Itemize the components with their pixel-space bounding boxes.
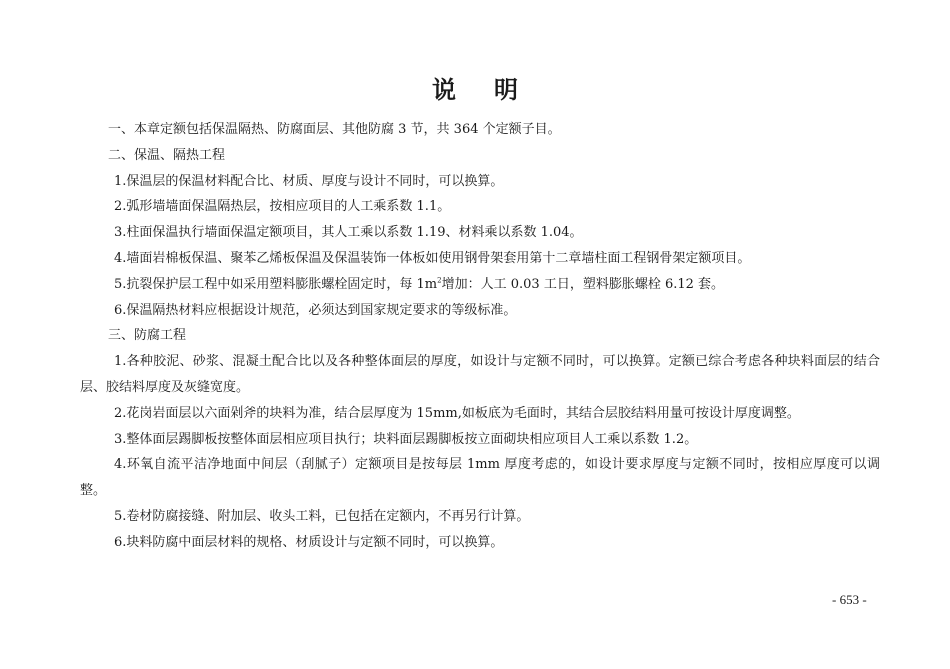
anticorrosion-item-4: 4.环氧自流平洁净地面中间层（刮腻子）定额项目是按每层 1mm 厚度考虑的，如设计要求厚度与定额不同时，按相应厚度可以调整。 [80,457,880,499]
page-number: - 653 - [832,592,867,607]
insulation-item-2: 2.弧形墙墙面保温隔热层，按相应项目的人工乘系数 1.1。 [114,199,451,215]
page-title-char-1: 说 [432,75,456,104]
insulation-item-5 [80,272,880,298]
insulation-item-6: 6.保温隔热材料应根据设计规范，必须达到国家规定要求的等级标准。 [114,302,517,318]
insulation-item-3: 3.柱面保温执行墙面保温定额项目，其人工乘以系数 1.19、材料乘以系数 1.04。 [114,225,583,241]
section-heading-anticorrosion: 三、防腐工程 [108,328,187,344]
page-title-char-2: 明 [494,75,518,104]
insulation-item-4: 4.墙面岩棉板保温、聚苯乙烯板保温及保温装饰一体板如使用钢骨架套用第十二章墙柱面工程钢骨架定额项目。 [114,250,751,266]
insulation-item-1: 1.保温层的保温材料配合比、材质、厚度与设计不同时，可以换算。 [114,173,504,189]
anticorrosion-item-5: 5.卷材防腐接缝、附加层、收头工料，已包括在定额内，不再另行计算。 [114,508,530,524]
insulation-item-5-text-after: 增加：人工 0.03 工日，塑料膨胀螺栓 6.12 套。 [441,276,725,292]
square-unit-superscript: 2 [437,276,442,285]
page-title [0,70,950,105]
chapter-scope-paragraph: 一、本章定额包括保温隔热、防腐面层、其他防腐 3 节，共 364 个定额子目。 [108,122,561,137]
anticorrosion-item-1: 1.各种胶泥、砂浆、混凝土配合比以及各种整体面层的厚度，如设计与定额不同时，可以换算。定额已综合考虑各种块料面层的结合层、胶结料厚度及灰缝宽度。 [80,354,880,395]
anticorrosion-item-3: 3.整体面层踢脚板按整体面层相应项目执行；块料面层踢脚板按立面砌块相应项目人工乘以系数 1.2。 [114,431,698,447]
section-heading-insulation: 二、保温、隔热工程 [108,147,226,163]
anticorrosion-item-6: 6.块料防腐中面层材料的规格、材质设计与定额不同时，可以换算。 [114,534,504,550]
document-body [80,117,880,556]
anticorrosion-item-2: 2.花岗岩面层以六面剁斧的块料为准，结合层厚度为 15mm,如板底为毛面时，其结合层胶结料用量可按设计厚度调整。 [114,405,800,421]
insulation-item-5-text-before: 5.抗裂保护层工程中如采用塑料膨胀螺栓固定时，每 1m [114,276,438,292]
